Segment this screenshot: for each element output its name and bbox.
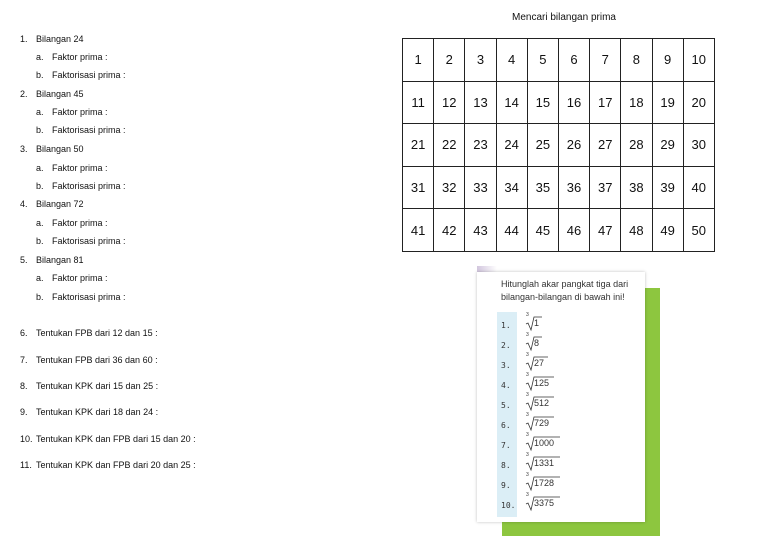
grid-row (403, 209, 715, 252)
grid-cell: 9 (652, 39, 683, 82)
grid-cell: 8 (621, 39, 652, 82)
question-4: 4. Bilangan 72 (20, 199, 84, 209)
grid-cell: 25 (527, 124, 558, 167)
root-index: 3 (526, 452, 529, 458)
grid-cell: 12 (434, 81, 465, 124)
question-6: 6. Tentukan FPB dari 12 dan 15 : (20, 328, 158, 338)
root-index: 3 (526, 492, 529, 498)
cube-root-item (501, 372, 550, 400)
cube-root-exercise-card (477, 272, 645, 522)
grid-title: Mencari bilangan prima (512, 12, 616, 23)
question-4-sub-a: a. Faktor prima : (36, 218, 108, 228)
question-2-sub-b: b. Faktorisasi prima : (36, 125, 126, 135)
grid-cell: 23 (465, 124, 496, 167)
grid-cell: 34 (496, 166, 527, 209)
grid-cell: 5 (527, 39, 558, 82)
grid-cell: 2 (434, 39, 465, 82)
grid-cell: 29 (652, 124, 683, 167)
grid-cell: 4 (496, 39, 527, 82)
grid-cell: 35 (527, 166, 558, 209)
question-3-sub-a: a. Faktor prima : (36, 163, 108, 173)
grid-cell: 43 (465, 209, 496, 252)
grid-cell: 16 (558, 81, 589, 124)
radicand: 8 (534, 338, 540, 348)
item-number: 2. (501, 341, 511, 350)
grid-cell: 19 (652, 81, 683, 124)
grid-cell: 17 (590, 81, 621, 124)
grid-cell: 22 (434, 124, 465, 167)
root-index: 3 (526, 432, 529, 438)
cube-root-item (501, 412, 550, 440)
grid-row (403, 81, 715, 124)
grid-cell: 6 (558, 39, 589, 82)
item-number: 8. (501, 461, 511, 470)
question-9: 9. Tentukan KPK dari 18 dan 24 : (20, 407, 159, 417)
root-index: 3 (526, 332, 529, 338)
card-title: Hitunglah akar pangkat tiga dari bilangan-bilangan di bawah ini! (501, 279, 629, 302)
root-index: 3 (526, 412, 529, 418)
question-5-sub-a: a. Faktor prima : (36, 273, 108, 283)
item-number: 6. (501, 421, 511, 430)
grid-cell: 24 (496, 124, 527, 167)
question-1: 1. Bilangan 24 (20, 34, 84, 44)
radicand: 512 (534, 398, 550, 408)
grid-cell: 26 (558, 124, 589, 167)
grid-cell: 31 (403, 166, 434, 209)
grid-cell: 21 (403, 124, 434, 167)
grid-cell: 20 (683, 81, 714, 124)
question-4-sub-b: b. Faktorisasi prima : (36, 236, 126, 246)
question-3: 3. Bilangan 50 (20, 144, 84, 154)
grid-cell: 36 (558, 166, 589, 209)
grid-cell: 7 (590, 39, 621, 82)
grid-cell: 50 (683, 209, 714, 252)
item-number: 9. (501, 481, 511, 490)
question-5: 5. Bilangan 81 (20, 255, 84, 265)
grid-cell: 13 (465, 81, 496, 124)
question-10: 10. Tentukan KPK dan FPB dari 15 dan 20 : (20, 434, 196, 444)
root-index: 3 (526, 392, 529, 398)
item-number: 1. (501, 321, 511, 330)
cube-root-item (501, 472, 555, 500)
question-1-sub-a: a. Faktor prima : (36, 52, 108, 62)
question-11: 11. Tentukan KPK dan FPB dari 20 dan 25 : (20, 460, 196, 470)
grid-row (403, 124, 715, 167)
grid-cell: 42 (434, 209, 465, 252)
grid-cell: 1 (403, 39, 434, 82)
radicand: 1331 (534, 458, 555, 468)
question-3-sub-b: b. Faktorisasi prima : (36, 181, 126, 191)
grid-cell: 18 (621, 81, 652, 124)
item-number: 3. (501, 361, 511, 370)
root-index: 3 (526, 472, 529, 478)
grid-cell: 47 (590, 209, 621, 252)
grid-cell: 49 (652, 209, 683, 252)
cube-root-item (501, 452, 555, 480)
radicand: 125 (534, 378, 550, 388)
grid-cell: 28 (621, 124, 652, 167)
radicand: 3375 (534, 498, 555, 508)
item-number: 7. (501, 441, 511, 450)
root-index: 3 (526, 372, 529, 378)
grid-cell: 11 (403, 81, 434, 124)
question-7: 7. Tentukan FPB dari 36 dan 60 : (20, 355, 158, 365)
question-8: 8. Tentukan KPK dari 15 dan 25 : (20, 381, 159, 391)
grid-cell: 39 (652, 166, 683, 209)
question-1-sub-b: b. Faktorisasi prima : (36, 70, 126, 80)
grid-cell: 30 (683, 124, 714, 167)
grid-row (403, 166, 715, 209)
grid-cell: 37 (590, 166, 621, 209)
prime-number-grid (402, 38, 715, 252)
cube-root-item (501, 352, 545, 380)
radicand: 1000 (534, 438, 555, 448)
grid-cell: 32 (434, 166, 465, 209)
question-5-sub-b: b. Faktorisasi prima : (36, 292, 126, 302)
grid-cell: 15 (527, 81, 558, 124)
grid-cell: 27 (590, 124, 621, 167)
grid-cell: 45 (527, 209, 558, 252)
radicand: 1728 (534, 478, 555, 488)
grid-cell: 38 (621, 166, 652, 209)
cube-root-item (501, 332, 540, 360)
radicand: 1 (534, 318, 540, 328)
grid-cell: 44 (496, 209, 527, 252)
cube-root-item (501, 312, 540, 340)
root-index: 3 (526, 352, 529, 358)
grid-cell: 40 (683, 166, 714, 209)
cube-root-item (501, 432, 555, 460)
question-2: 2. Bilangan 45 (20, 89, 84, 99)
item-number: 5. (501, 401, 511, 410)
grid-cell: 3 (465, 39, 496, 82)
grid-cell: 33 (465, 166, 496, 209)
grid-cell: 46 (558, 209, 589, 252)
grid-row (403, 39, 715, 82)
grid-cell: 10 (683, 39, 714, 82)
grid-cell: 41 (403, 209, 434, 252)
root-index: 3 (526, 312, 529, 318)
cube-root-item (501, 492, 555, 520)
grid-cell: 14 (496, 81, 527, 124)
question-2-sub-a: a. Faktor prima : (36, 107, 108, 117)
grid-cell: 48 (621, 209, 652, 252)
radicand: 27 (534, 358, 545, 368)
item-number: 4. (501, 381, 511, 390)
radicand: 729 (534, 418, 550, 428)
cube-root-item (501, 392, 550, 420)
item-number: 10. (501, 501, 516, 510)
